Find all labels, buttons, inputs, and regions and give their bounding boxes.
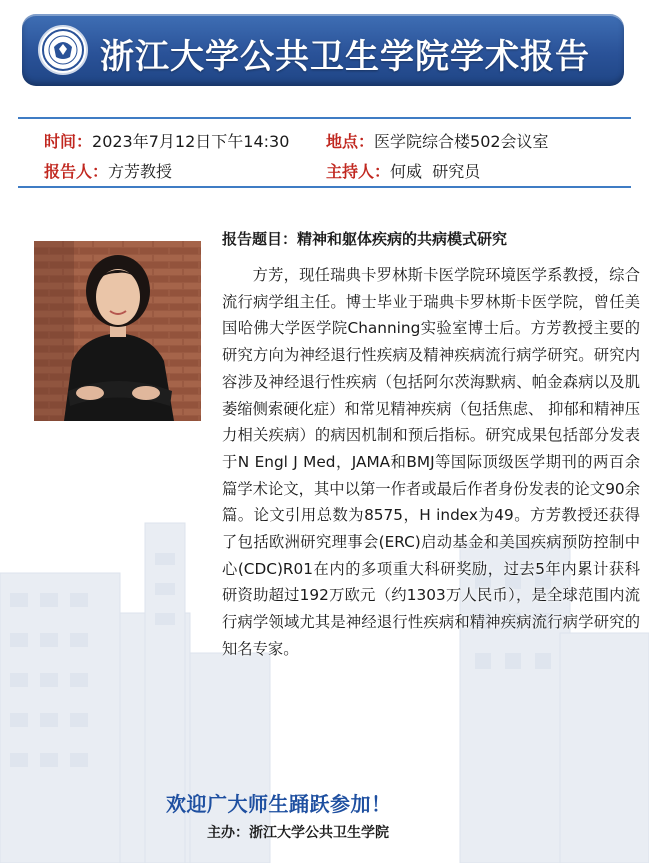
time-value: 2023年7月12日下午14:30 <box>92 132 290 151</box>
host-value: 何威 研究员 <box>390 162 481 181</box>
talk-title: 报告题目：精神和躯体疾病的共病模式研究 <box>222 230 508 248</box>
speaker-photo <box>34 241 201 421</box>
place-label: 地点： <box>326 132 375 151</box>
university-seal-logo <box>38 25 88 75</box>
page-title: 浙江大学公共卫生学院学术报告 <box>100 37 590 77</box>
host-label: 主持人： <box>326 162 391 181</box>
header-banner <box>22 14 624 86</box>
speaker-value: 方芳教授 <box>108 162 173 181</box>
speaker-label: 报告人： <box>44 162 109 181</box>
speaker-row <box>44 159 172 182</box>
welcome-message: 欢迎广大师生踊跃参加！ <box>166 792 392 816</box>
organizer-text: 主办：浙江大学公共卫生学院 <box>207 825 389 841</box>
divider-bottom <box>18 186 631 188</box>
host-row <box>326 159 480 182</box>
time-row <box>44 129 289 152</box>
place-row <box>326 129 549 152</box>
speaker-bio: 方芳，现任瑞典卡罗林斯卡医学院环境医学系教授，综合流行病学组主任。博士毕业于瑞典卡罗林斯卡医学院，曾任美国哈佛大学医学院Channing实验室博士后。方芳教授主要的研究方向为神经退行性疾病及精神疾病流行病学研究。研究内容涉及神经退行性疾病（包括阿尔茨海默病、帕金森病以及肌萎缩侧索硬化症）和常见精神疾病（包括焦虑、 抑郁和精神压力相关疾病）的病因机制和预后指标。研究成果包括部分发表于N Engl J Med，JAMA和BMJ等国际顶级医学期刊的两百余篇学术论文，其中以第一作者或最后作者身份发表的论文90余篇。论文引用总数为8575，H index为49。方芳教授还获得了包括欧洲研究理事会(ERC)启动基金和美国疾病预防控制中心(CDC)R01在内的多项重大科研奖励，过去5年内累计获科研资助超过192万欧元（约1303万人民币），是全球范围内流行病学领域尤其是神经退行性疾病和精神疾病流行病学研究的知名专家。 <box>222 266 640 658</box>
time-label: 时间： <box>44 132 93 151</box>
place-value: 医学院综合楼502会议室 <box>374 132 549 151</box>
divider-top <box>18 117 631 119</box>
